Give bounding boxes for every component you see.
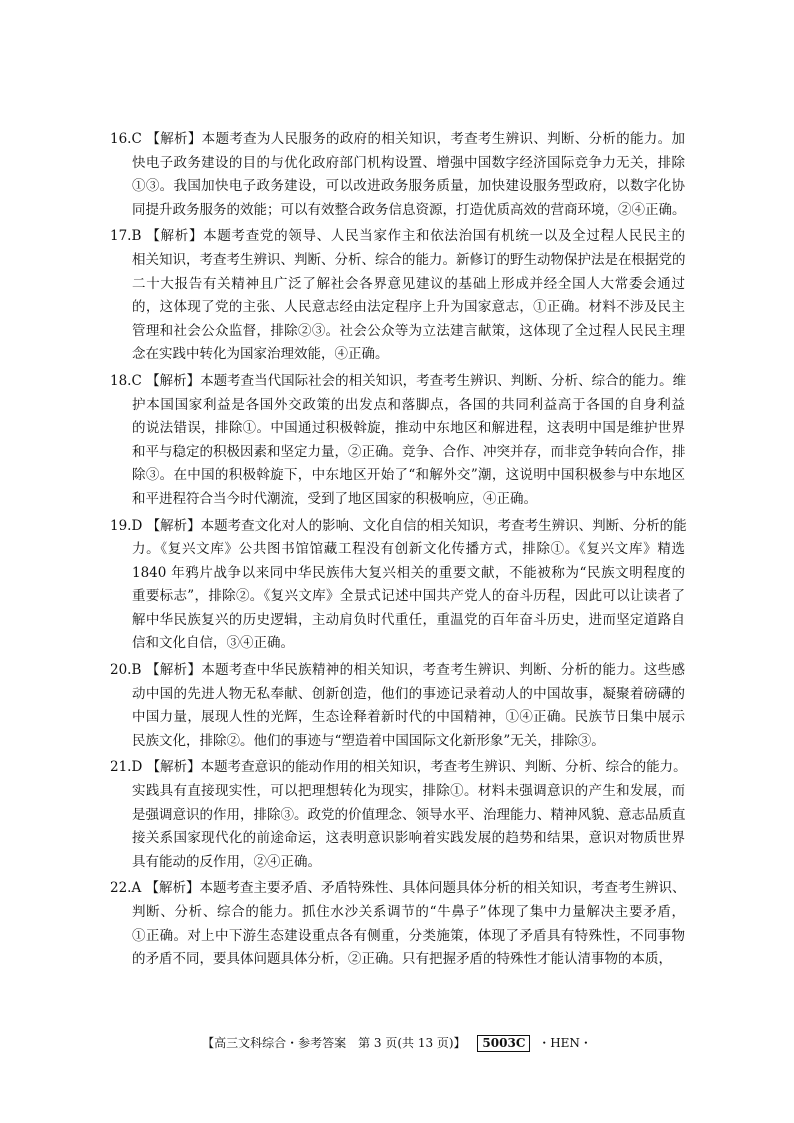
answer-line: 和平进程符合当今时代潮流，受到了地区国家的积极响应，④正确。 bbox=[132, 490, 537, 507]
answer-line: 力。《复兴文库》公共图书馆馆藏工程没有创新文化传播方式，排除①。《复兴文库》精选 bbox=[132, 541, 685, 558]
answer-line: 和平与稳定的积极因素和坚定力量，②正确。竞争、合作、冲突并存，而非竞争转向合作，排 bbox=[132, 443, 686, 460]
answer-line: 16.C 【解析】本题考查为人民服务的政府的相关知识，考查考生辨识、判断、分析的能力。加 bbox=[110, 131, 685, 147]
answer-line: 快电子政务建设的目的与优化政府部门机构设置、增强中国数字经济国际竞争力无关，排除 bbox=[132, 154, 685, 171]
answer-line: 念在实践中转化为国家治理效能，④正确。 bbox=[132, 346, 389, 363]
answer-line: 21.D 【解析】本题考查意识的能动作用的相关知识，考查考生辨识、判断、分析、综合的能力。 bbox=[110, 759, 687, 776]
paper-code: 5003C bbox=[477, 1035, 530, 1052]
answer-line: 除③。在中国的积极斡旋下，中东地区开始了“和解外交”潮，这说明中国积极参与中东地区 bbox=[132, 467, 685, 484]
answer-line: ①③。我国加快电子政务建设，可以改进政务服务质量，加快建设服务型政府，以数字化协 bbox=[132, 178, 685, 195]
answer-line: 22.A 【解析】本题考查主要矛盾、矛盾特殊性、具体问题具体分析的相关知识，考查考生辨识、 bbox=[110, 880, 686, 897]
answer-item-17 bbox=[110, 225, 685, 367]
answer-list bbox=[110, 128, 685, 975]
answer-line: 护本国国家利益是各国外交政策的出发点和落脚点，各国的共同利益高于各国的自身利益 bbox=[132, 396, 685, 413]
answer-line: 同提升政务服务的效能；可以有效整合政务信息资源，打造优质高效的营商环境，②④正确。 bbox=[132, 201, 686, 218]
answer-line: 管理和社会公众监督，排除②③。社会公众等为立法建言献策，这体现了全过程人民民主理 bbox=[132, 322, 685, 339]
answer-line: 重要标志”，排除②。《复兴文库》全景式记述中国共产党人的奋斗历程，因此可以让读者了 bbox=[132, 588, 685, 605]
answer-line: ①正确。对上中下游生态建设重点各有侧重，分类施策，体现了矛盾具有特殊性，不同事物 bbox=[132, 927, 685, 944]
answer-line: 动中国的先进人物无私奉献、创新创造，他们的事迹记录着动人的中国故事，凝聚着磅礴的 bbox=[132, 685, 685, 702]
answer-line: 的，这体现了党的主张、人民意志经由法定程序上升为国家意志，①正确。材料不涉及民主 bbox=[132, 299, 685, 316]
answer-line: 实践具有直接现实性，可以把理想转化为现实，排除①。材料未强调意识的产生和发展，而 bbox=[132, 783, 685, 800]
answer-line: 信和文化自信，③④正确。 bbox=[132, 635, 294, 652]
answer-line: 20.B 【解析】本题考查中华民族精神的相关知识，考查考生辨识、判断、分析的能力。这些感 bbox=[110, 662, 685, 679]
answer-line: 是强调意识的作用，排除③。政党的价值理念、领导水平、治理能力、精神风貌、意志品质直 bbox=[132, 806, 686, 823]
answer-line: 二十大报告有关精神且广泛了解社会各界意见建议的基础上形成并经全国人大常委会通过 bbox=[132, 275, 685, 292]
footer-suffix: ・HEN・ bbox=[538, 1036, 592, 1050]
answer-line: 18.C 【解析】本题考查当代国际社会的相关知识，考查考生辨识、判断、分析、综合的能力。维 bbox=[110, 372, 687, 389]
answer-item-21 bbox=[110, 756, 685, 874]
footer-title: 【高三文科综合・参考答案 第 3 页(共 13 页)】 bbox=[202, 1036, 466, 1050]
answer-item-19 bbox=[110, 515, 685, 657]
answer-item-20 bbox=[110, 659, 685, 753]
answer-line: 判断、分析、综合的能力。抓住水沙关系调节的“牛鼻子”体现了集中力量解决主要矛盾， bbox=[132, 904, 685, 920]
answer-line: 的矛盾不同，要具体问题具体分析，②正确。只有把握矛盾的特殊性才能认清事物的本质， bbox=[132, 951, 672, 968]
answer-line: 相关知识，考查考生辨识、判断、分析、综合的能力。新修订的野生动物保护法是在根据党的 bbox=[132, 251, 686, 268]
answer-line: 解中华民族复兴的历史逻辑，主动肩负时代重任，重温党的百年奋斗历史，进而坚定道路自 bbox=[132, 611, 685, 628]
answer-line: 1840 年鸦片战争以来同中华民族伟大复兴相关的重要文献，不能被称为“民族文明程度的 bbox=[132, 564, 685, 581]
answer-line: 民族文化，排除②。他们的事迹与“塑造着中国国际文化新形象”无关，排除③。 bbox=[132, 732, 605, 749]
answer-item-22 bbox=[110, 877, 685, 971]
answer-line: 17.B 【解析】本题考查党的领导、人民当家作主和依法治国有机统一以及全过程人民民主的 bbox=[110, 228, 685, 245]
answer-line: 中国力量，展现人性的光辉，生态诠释着新时代的中国精神，①④正确。民族节日集中展示 bbox=[132, 709, 685, 726]
answer-line: 接关系国家现代化的前途命运，这表明意识影响着实践发展的趋势和结果，意识对物质世界 bbox=[132, 830, 685, 847]
answer-item-18 bbox=[110, 370, 685, 512]
answer-item-16 bbox=[110, 128, 685, 222]
page-footer bbox=[0, 1035, 794, 1052]
answer-line: 具有能动的反作用，②④正确。 bbox=[132, 853, 321, 870]
answer-line: 的说法错误，排除①。中国通过积极斡旋，推动中东地区和解进程，这表明中国是维护世界 bbox=[132, 420, 685, 437]
answer-line: 19.D 【解析】本题考查文化对人的影响、文化自信的相关知识，考查考生辨识、判断、分析的能 bbox=[110, 517, 687, 534]
